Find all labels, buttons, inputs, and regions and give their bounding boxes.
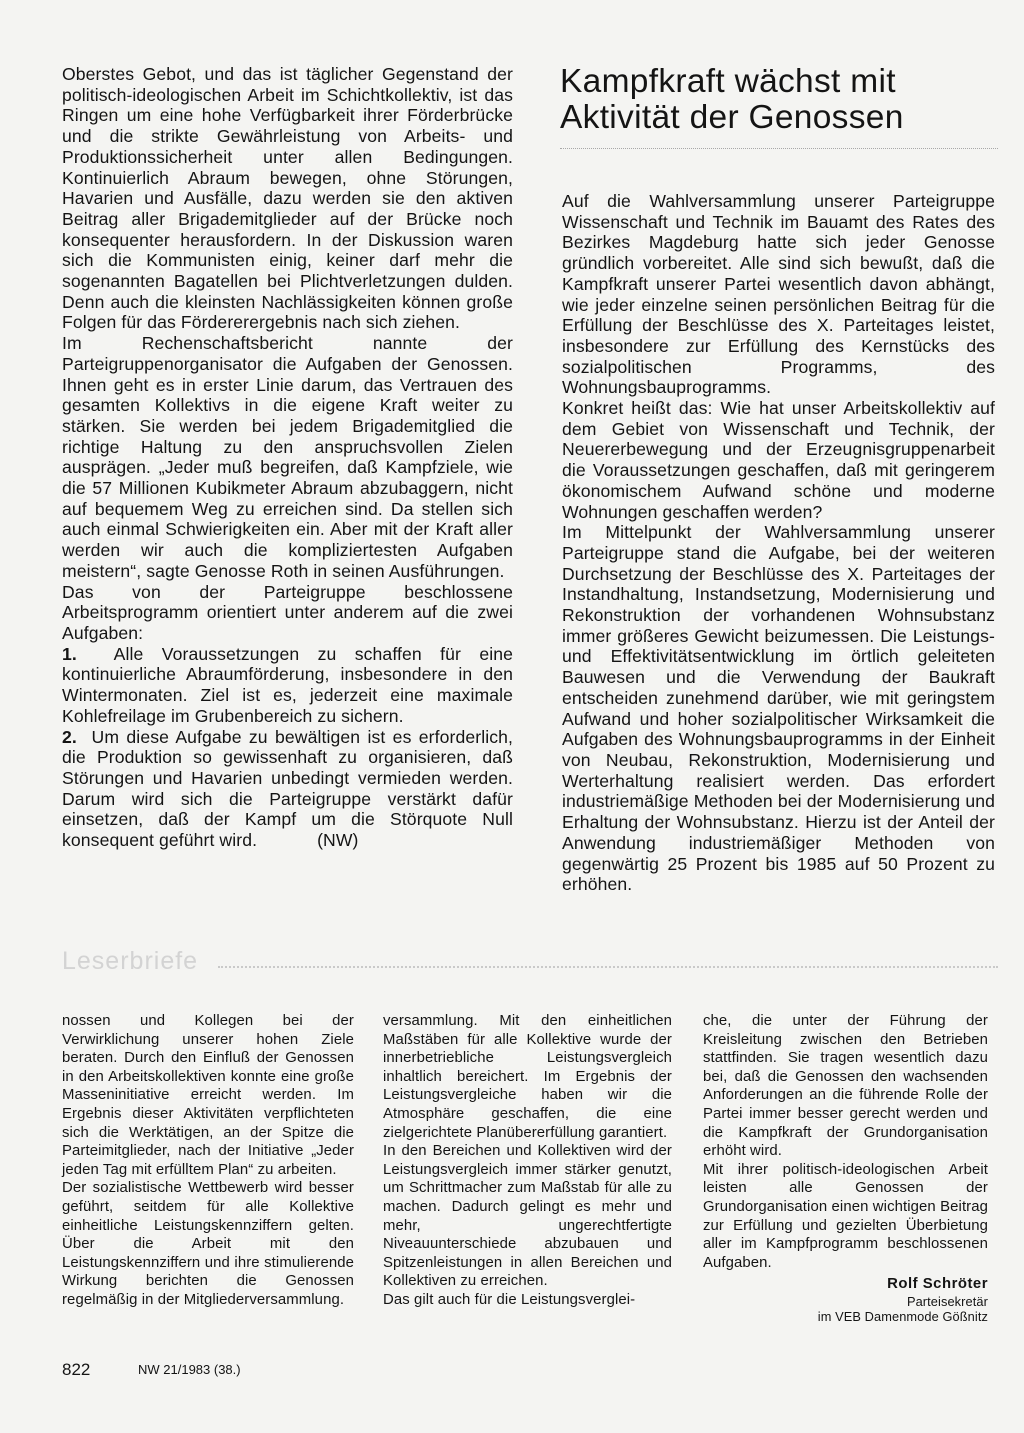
left-paragraph-3: Das von der Parteigruppe beschlossene Arbeitsprogramm orientiert unter anderem auf die zwei Aufgaben: — [62, 581, 513, 643]
letters-col2-paragraph-2: In den Bereichen und Kollektiven wird der Leistungsvergleich immer stärker genutzt, um Schrittmacher zum Maßstab für alle zu machen. Dadurch gelingt es mehr und mehr, ungerechtfertigte Niveauunterschiede abzubauen und Spitzenleistungen in allen Bereichen und Kollektiven zu erreichen. — [383, 1143, 672, 1290]
letters-column-1 — [62, 1012, 354, 1310]
list-item-2-number: 2. — [62, 726, 77, 747]
source-tag: (NW) — [317, 830, 359, 851]
left-paragraph-2: Im Rechenschaftsbericht nannte der Parteigruppenorganisator die Aufgaben der Genossen. Ihnen geht es in erster Linie darum, das Vertrauen des gesamten Kollektivs in die eigene Kraft weiter zu stärken. Sie werden bei jedem Brigademitglied die richtige Haltung zu den anspruchsvollen Zielen ausprägen. „Jeder muß begreifen, daß Kampfziele, wie die 57 Millionen Kubikmeter Abraum abzubaggern, nicht auf bequemem Weg zu erreichen sind. Da stellen sich auch einmal Schwierigkeiten ein. Aber mit der Kraft aller werden wir auch die kompliziertesten Aufgaben meistern“, sagte Genosse Roth in seinen Ausführungen. — [62, 333, 513, 581]
right-article-column — [562, 191, 995, 895]
letters-section-label: Leserbriefe — [62, 947, 199, 975]
headline-divider — [560, 148, 998, 149]
list-item-2-text: Um diese Aufgabe zu bewältigen ist es erforderlich, die Produktion so gewissenhaft zu organisieren, daß Störungen und Havarien unbedingt vermieden werden. Darum wird sich die Parteigruppe verstärkt dafür einsetzen, daß der Kampf um die Störquote Null konsequent geführt wird. — [62, 726, 513, 851]
letters-column-2 — [383, 1012, 672, 1310]
letters-col1-paragraph-2: Der sozialistische Wettbewerb wird besser geführt, seitdem für alle Kollektive einheitliche Leistungskennziffern gelten. Über die Arbeit mit den Leistungskennziffern und ihre stimulierende Wirkung berichten die Genossen regelmäßig in der Mitgliederversammlung. — [62, 1180, 354, 1308]
letters-col2-paragraph-3: Das gilt auch für die Leistungsverglei- — [383, 1291, 636, 1308]
right-paragraph-2: Konkret heißt das: Wie hat unser Arbeitskollektiv auf dem Gebiet von Wissenschaft und Technik, der Neuererbewegung und der Erzeugnisgruppenarbeit die Voraussetzungen geschaffen, daß mit geringerem ökonomischem Aufwand schöne und moderne Wohnungen geschaffen werden? — [562, 398, 995, 522]
letters-column-3 — [703, 1012, 988, 1324]
page-number: 822 — [62, 1360, 91, 1379]
letters-col3-paragraph-1: che, die unter der Führung der Kreisleitung zwischen den Betrieben stattfinden. Sie tragen wesentlich dazu bei, daß die Genossen den wachsenden Anforderungen an die führende Rolle der Partei immer besser gerecht werden und die Kampfkraft der Grundorganisation erhöht wird. — [703, 1013, 988, 1160]
signature-role: Parteisekretär — [906, 1293, 988, 1309]
letters-col1-paragraph-1: nossen und Kollegen bei der Verwirklichung unserer hohen Ziele beraten. Durch den Einfluß der Genossen in den Arbeitskollektiven konnte eine große Masseninitiative erreicht werden. Im Ergebnis dieser Aktivitäten verpflichteten sich die Werktätigen, an der Spitze die Parteimitglieder, nach der Initiative „Jeder jeden Tag mit erfülltem Plan“ zu arbeiten. — [62, 1013, 354, 1178]
list-item-1 — [62, 644, 513, 727]
article-headline: Kampfkraft wächst mit Aktivität der Genossen — [560, 63, 904, 136]
list-item-1-text: Alle Voraussetzungen zu schaffen für eine kontinuierliche Abraumförderung, insbesondere in den Wintermonaten. Ziel ist es, jederzeit eine maximale Kohlefreilage im Grubenbereich zu sichern. — [62, 643, 513, 726]
right-paragraph-1: Auf die Wahlversammlung unserer Parteigruppe Wissenschaft und Technik im Bauamt des Rates des Bezirkes Magdeburg hatte sich jeder Genosse gründlich vorbereitet. Alle sind sich bewußt, daß die Kampfkraft unserer Partei wesentlich davon abhängt, wie jeder einzelne seinen persönlichen Beitrag für die Erfüllung der Beschlüsse des X. Parteitages leistet, insbesondere zur Erfüllung des Kernstücks des sozialpolitischen Programms, des Wohnungsbauprogramms. — [562, 191, 995, 398]
issue-reference: NW 21/1983 (38.) — [138, 1362, 241, 1377]
letters-col2-paragraph-1: versammlung. Mit den einheitlichen Maßstäben für alle Kollektive wurde der innerbetriebliche Leistungsvergleich inhaltlich bereichert. Im Ergebnis der Leistungsvergleiche haben wir die Atmosphäre geschaffen, die eine zielgerichtete Planübererfüllung garantiert. — [383, 1013, 672, 1141]
right-paragraph-3: Im Mittelpunkt der Wahlversammlung unserer Parteigruppe stand die Aufgabe, bei der weiteren Durchsetzung der Beschlüsse des X. Parteitages der Instandhaltung, Instandsetzung, Modernisierung und Rekonstruktion der vorhandenen Wohnsubstanz immer größeres Gewicht beizumessen. Die Leistungs- und Effektivitätsentwicklung im örtlich geleiteten Bauwesen und die Verwendung der Baukraft entscheiden zunehmend darüber, wie mit geringstem Aufwand und hoher sozialpolitischer Wirksamkeit die Aufgaben des Wohnungsbauprogramms in der Einheit von Neubau, Rekonstruktion, Modernisierung und Werterhaltung realisiert werden. Das erfordert industriemäßige Methoden bei der Modernisierung und Erhaltung der Wohnsubstanz. Hierzu ist der Anteil der Anwendung industriemäßiger Methoden von gegenwärtig 25 Prozent bis 1985 auf 50 Prozent zu erhöhen. — [562, 522, 995, 895]
letters-col3-paragraph-2: Mit ihrer politisch-ideologischen Arbeit leisten alle Genossen der Grundorganisation einen wichtigen Beitrag zur Erfüllung und gezielten Überbietung aller im Kampfprogramm beschlossenen Aufgaben. — [703, 1161, 988, 1271]
signature-organization: im VEB Damenmode Gößnitz — [817, 1308, 988, 1324]
signature-name: Rolf Schröter — [887, 1276, 988, 1293]
list-item-2 — [62, 727, 513, 851]
left-paragraph-1: Oberstes Gebot, und das ist täglicher Gegenstand der politisch-ideologischen Arbeit im Schichtkollektiv, ist das Ringen um eine hohe Verfügbarkeit ihrer Förderbrücke und die strikte Gewährleistung von Arbeits- und Produktionssicherheit unter allen Bedingungen. Kontinuierlich Abraum bewegen, ohne Störungen, Havarien und Ausfälle, dazu werden sie den aktiven Beitrag aller Brigademitglieder auf der Brücke noch konsequenter herausfordern. In der Diskussion waren sich die Kommunisten einig, keiner darf mehr die sogenannten Bagatellen bei Plichtverletzungen dulden. Denn auch die kleinsten Nachlässigkeiten können große Folgen für das Fördererergebnis nach sich ziehen. — [62, 64, 513, 333]
left-article-column — [62, 64, 513, 851]
list-item-1-number: 1. — [62, 643, 77, 664]
letters-section-divider — [218, 966, 998, 968]
